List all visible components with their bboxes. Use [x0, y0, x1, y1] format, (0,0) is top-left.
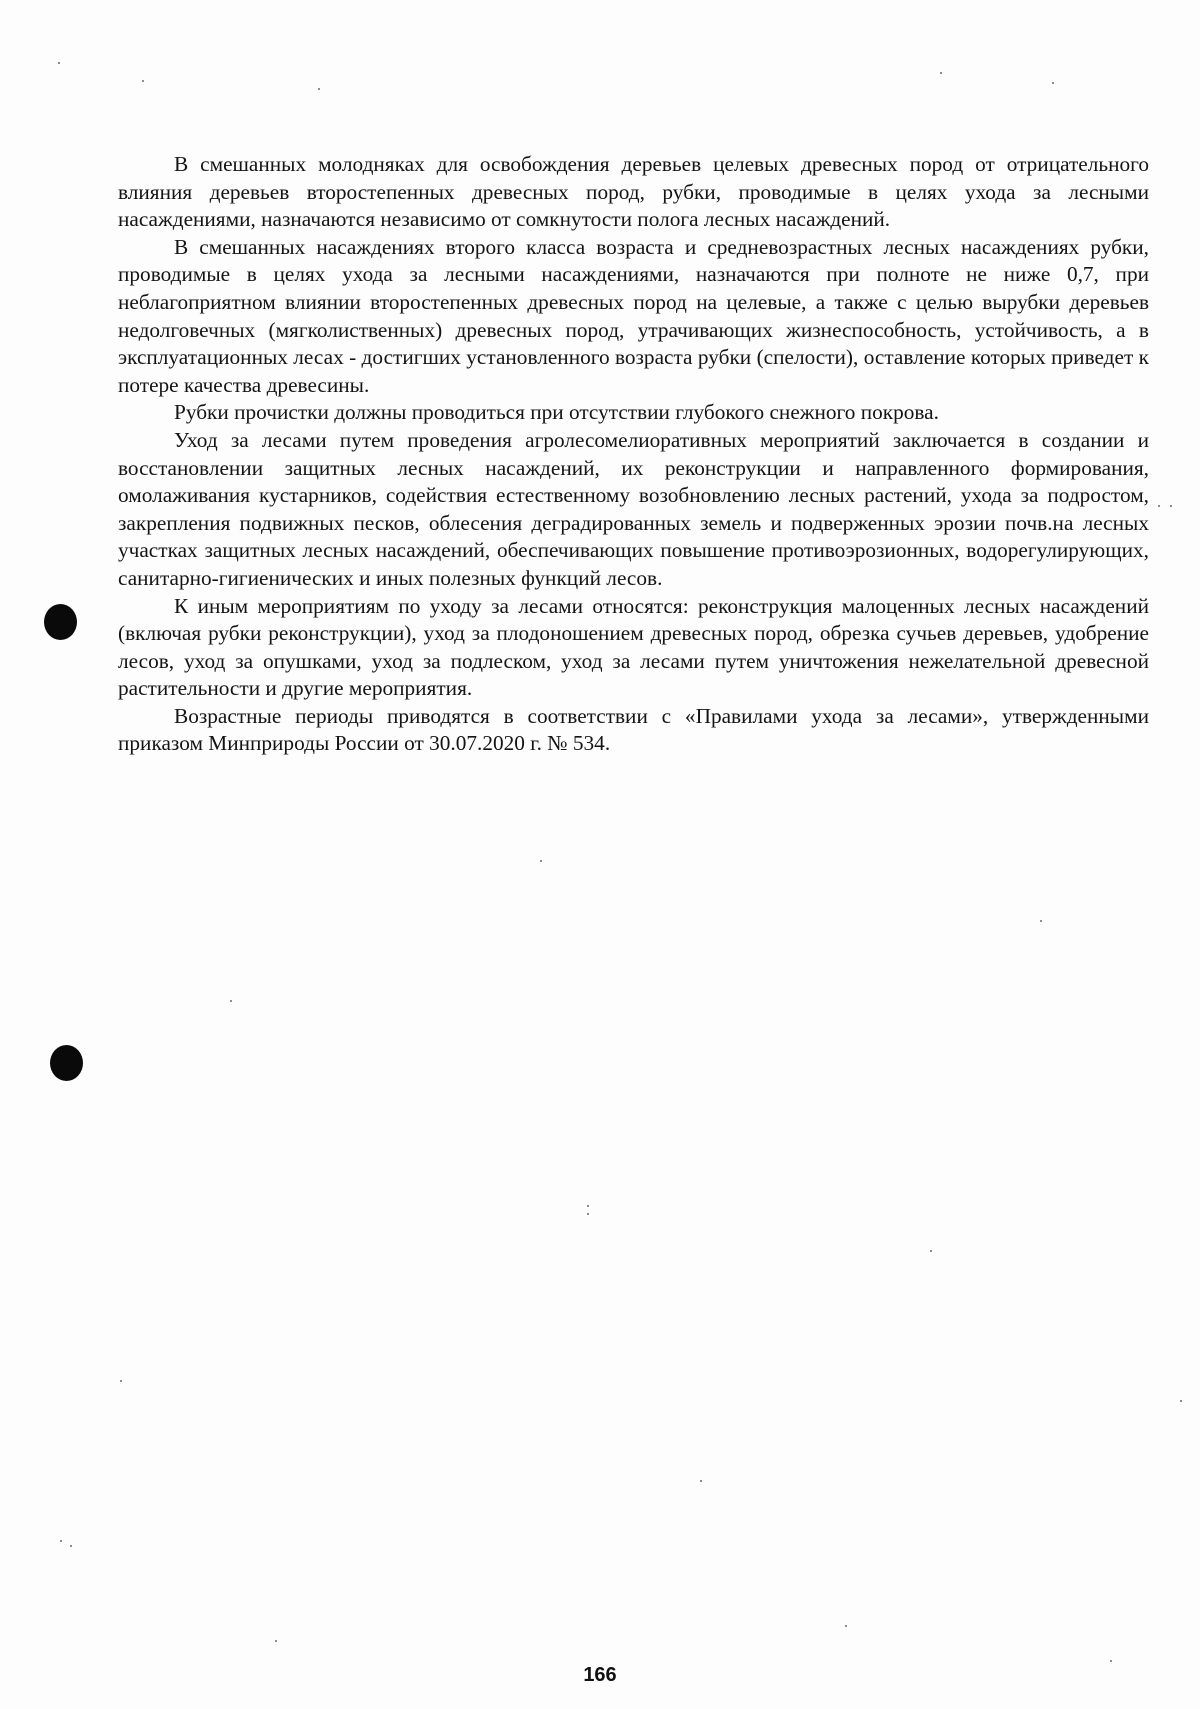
scan-speck — [275, 1640, 277, 1642]
paragraph-mixed-stands-second-class: В смешанных насаждениях второго класса возраста и средневозрастных лесных насаждениях рубки, проводимые в целях ухода за лесными насаждениями, назначаются при полноте не ниже 0,7, при неблагоприятном влиянии второстепенных древесных пород на целевые, а также с целью вырубки деревьев недолговечных (мягколиственных) древесных пород, утрачивающих жизнеспособность, устойчивость, а в эксплуатационных лесах - достигших установленного возраста рубки (спелости), оставление которых приведет к потере качества древесины. — [118, 234, 1149, 397]
paragraph-agroforestry-measures: Уход за лесами путем проведения агролесомелиоративных мероприятий заключается в создании и восстановлении защитных лесных насаждений, их реконструкции и направленного формирования, омолаживания кустарников, содействия естественному возобновлению лесных растений, ухода за подростом, закрепления подвижных песков, облесения деградированных земель и подверженных эрозии почв.на лесных участках защитных лесных насаждений, обеспечивающих повышение противоэрозионных, водорегулирующих, санитарно-гигиенических и иных полезных функций лесов. — [118, 427, 1149, 590]
hole-punch-mark — [50, 1045, 83, 1081]
scan-speck — [587, 1213, 589, 1215]
paragraph-mixed-young-stands: В смешанных молодняках для освобождения деревьев целевых древесных пород от отрицательного влияния деревьев второстепенных древесных пород, рубки, проводимые в целях ухода за лесными насаждениями, назначаются независимо от сомкнутости полога лесных насаждений. — [118, 152, 1149, 232]
scan-speck — [318, 88, 320, 90]
paragraph-age-periods: Возрастные периоды приводятся в соответствии с «Правилами ухода за лесами», утвержденными приказом Минприроды России от 30.07.2020 г. № 534. — [118, 703, 1149, 756]
scan-speck — [1040, 920, 1042, 922]
scan-speck — [1110, 1660, 1112, 1662]
scan-speck — [230, 1000, 232, 1002]
scan-speck — [1170, 505, 1172, 507]
scan-speck — [60, 1540, 62, 1542]
scan-speck — [58, 62, 60, 64]
document-body — [118, 151, 1149, 758]
scan-speck — [845, 1625, 847, 1627]
scan-speck — [940, 72, 942, 74]
paragraph-cleaning-cuts: Рубки прочистки должны проводиться при отсутствии глубокого снежного покрова. — [174, 400, 939, 425]
scan-speck — [1052, 82, 1054, 84]
scan-speck — [930, 1250, 932, 1252]
scan-speck — [120, 1380, 122, 1382]
hole-punch-mark — [44, 604, 77, 640]
scan-speck — [700, 1480, 702, 1482]
scan-speck — [587, 1205, 589, 1207]
paragraph-other-measures: К иным мероприятиям по уходу за лесами относятся: реконструкция малоценных лесных насаждений (включая рубки реконструкции), уход за плодоношением древесных пород, обрезка сучьев деревьев, удобрение лесов, уход за опушками, уход за подлеском, уход за лесами путем уничтожения нежелательной древесной растительности и другие мероприятия. — [118, 593, 1149, 701]
scan-speck — [142, 80, 144, 82]
page-number: 166 — [583, 1664, 617, 1686]
scan-speck — [1180, 1400, 1182, 1402]
scan-speck — [1158, 505, 1160, 507]
scan-speck — [70, 1545, 72, 1547]
scan-speck — [540, 860, 542, 862]
